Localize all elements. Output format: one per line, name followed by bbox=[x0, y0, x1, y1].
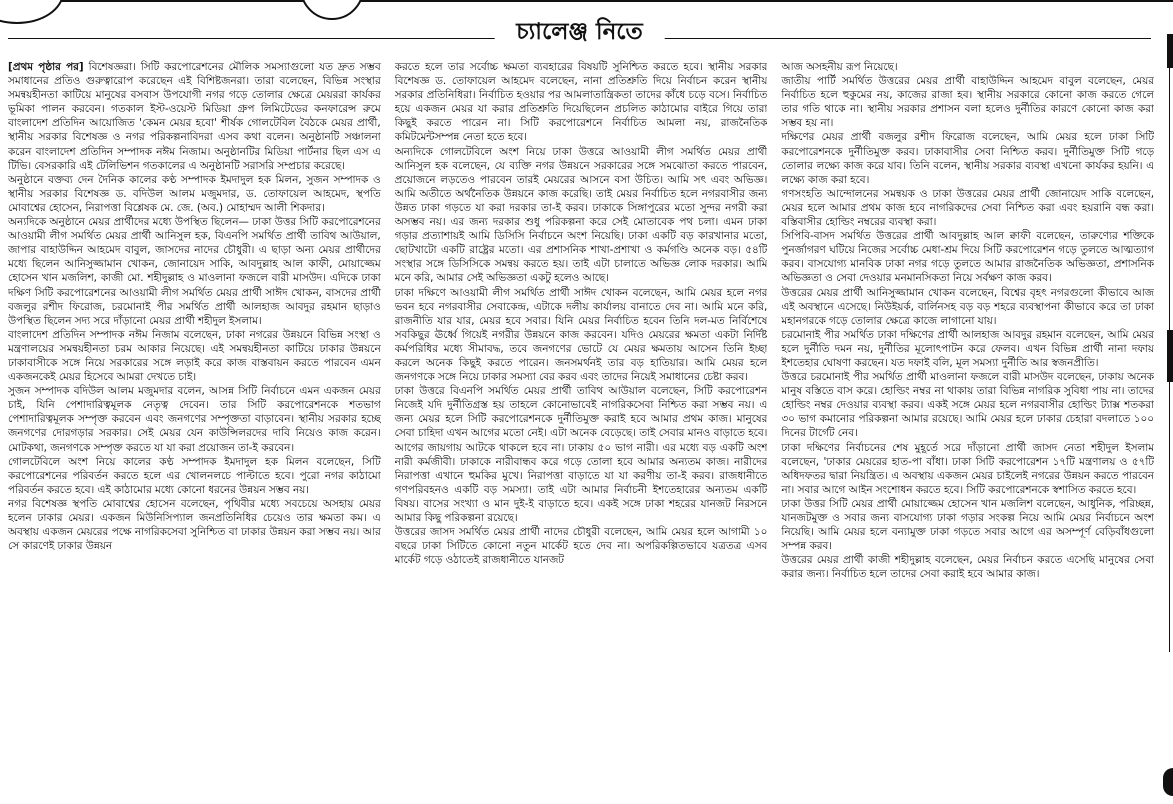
article-paragraph: গোলটেবিলে অংশ নিয়ে কালের কণ্ঠ সম্পাদক ইমদাদুল হক মিলন বলেছেন, সিটি করপোরেশনের পরিবর্তন করতে হলে এর খোলনলচে পাল্টাতে হবে। পুরো নগর কাঠামো পরিবর্তন করতে হবে। এই কাঠামোর মধ্যে কোনো ধরনের উন্নয়ন সম্ভব নয়। bbox=[8, 455, 381, 496]
article-paragraph: অন্যদিকে গোলটেবিলে অংশ নিয়ে ঢাকা উত্তরে আওয়ামী লীগ সমর্থিত মেয়র প্রার্থী আনিসুল হক বলেছেন, যে ব্যক্তি নগর উন্নয়নে সরকারের সঙ্গে সমঝোতা করতে পারবেন, প্রয়োজনে লড়তেও পারবেন তারই মেয়রের আসনে বসা উচিত। আমি সৎ এবং অভিজ্ঞ। আমি অতীতে অর্থনৈতিক উন্নয়নে কাজ করেছি। তাই মেয়র নির্বাচিত হলে নগরবাসীর জন্য উন্নত ঢাকা গড়তে যা করা দরকার তা-ই করব। ঢাকাকে সিঙ্গাপুরের মতো সুন্দর নগরী করা অসম্ভব নয়। এর জন্য দরকার শুধু পরিকল্পনা করে সেই মোতাবেক পথ চলা। এমন ঢাকা গড়ার প্রত্যাশায়ই আমি ডিসিসি নির্বাচনে অংশ নিয়েছি। ঢাকা একটি বড় কারখানার মতো, ছোটখাটো একটি রাষ্ট্রের মতো। এর প্রশাসনিক শাখা-প্রশাখা ও কর্মগণ্ডি অনেক বড়। ৫৪টি সংস্থার সঙ্গে ডিসিসিকে সমন্বয় করতে হয়। তাই এটা চালাতে অভিজ্ঞ লোক দরকার। আমি মনে করি, আমার সেই অভিজ্ঞতা একটু হলেও আছে। bbox=[394, 145, 768, 285]
section-title: চ্যালেঞ্জ নিতে bbox=[494, 14, 665, 50]
page-top-rule bbox=[0, 0, 1173, 2]
article-body bbox=[8, 60, 1154, 800]
article-paragraph: উত্তরের জাসদ সমর্থিত মেয়র প্রার্থী নাদের চৌধুরী বলেছেন, আমি মেয়র হলে আগামী ১০ বছরে ঢাকা সিটিতে কোনো নতুন মার্কেট হতে দেব না। অপরিকল্পিতভাবে যত্রতত্র এসব মার্কেট গড়ে ওঠাতেই রাজধানীতে যানজট bbox=[394, 526, 768, 567]
edge-line bbox=[1169, 68, 1170, 330]
article-paragraph: অনুষ্ঠানে বক্তব্য দেন দৈনিক কালের কণ্ঠ সম্পাদক ইমদাদুল হক মিলন, সুজন সম্পাদক ও স্থানীয় সরকার বিশেষজ্ঞ ড. বদিউল আলম মজুমদার, ড. তোফায়েল আহমেদ, স্থপতি মোবাশ্বের হোসেন, নিরাপত্তা বিশ্লেষক মে. জে. (অব.) মোহাম্মদ আলী শিকদার। bbox=[8, 173, 381, 214]
section-heading bbox=[0, 14, 1159, 50]
article-paragraph: আজ অসহনীয় রূপ নিয়েছে। bbox=[781, 61, 898, 73]
article-column-3 bbox=[781, 60, 1154, 800]
edge-ornament bbox=[1163, 768, 1173, 796]
article-paragraph: উত্তরের মেয়র প্রার্থী কাজী শহীদুল্লাহ বলেছেন, মেয়র নির্বাচন করতে এসেছি মানুষের সেবা করার জন্য। নির্বাচিত হলে তাদের সেবা করাই হবে আমার কাজ। bbox=[781, 554, 1155, 581]
article-paragraph: সিপিবি-বাসদ সমর্থিত উত্তরের প্রার্থী আবদুল্লাহ আল ক্বাফী বলেছেন, তারুণ্যের শক্তিকে পুনর্জাগরণ ঘটিয়ে নিজের সর্বোচ্চ মেধা-শ্রম দিয়ে সিটি করপোরেশন গড়ে তুলতে আত্মত্যাগ করব। বাসযোগ্য মানবিক ঢাকা নগর গড়ে তুলতে আমার রাজনৈতিক অভিজ্ঞতা, প্রশাসনিক অভিজ্ঞতা ও সেবা দেওয়ার মনমানসিকতা নিয়ে সর্বক্ষণ কাজ করব। bbox=[781, 230, 1155, 285]
article-paragraph: দক্ষিণের মেয়র প্রার্থী বজলুর রশীদ ফিরোজ বলেছেন, আমি মেয়র হলে ঢাকা সিটি করপোরেশনকে দুর্নীতিমুক্ত করব। ঢাকাবাসীর সেবা নিশ্চিত করব। দুর্নীতিমুক্ত সিটি গড়ে তোলার লক্ষ্যে কাজ করে যাব। তিনি বলেন, স্থানীয় সরকার ব্যবস্থা এখনো কার্যকর হয়নি। এ লক্ষ্যে কাজ করা হবে। bbox=[781, 131, 1155, 186]
article-column-1 bbox=[8, 60, 381, 800]
article-paragraph: সুজন সম্পাদক বদিউল আলম মজুমদার বলেন, আসন্ন সিটি নির্বাচনে এমন একজন মেয়র চাই, যিনি পেশাদারিত্বমূলক নেতৃত্ব দেবেন। তার সিটি করপোরেশনকে শতভাগ পেশাদারিত্বমূলক সম্পৃক্ত করবেন এবং জনগণের সম্পৃক্ততা বাড়াবেন। স্থানীয় সরকার হচ্ছে জনগণের দোরগড়ার সরকার। সেই মেয়র যেন কাউন্সিলরদের দাবি নিয়েও কাজ করেন। মোটকথা, জনগণকে সম্পৃক্ত করতে যা যা করা প্রয়োজন তা-ই করবেন। bbox=[8, 385, 381, 454]
edge-block bbox=[1167, 34, 1173, 68]
edge-block bbox=[1167, 330, 1173, 382]
article-column-2 bbox=[395, 60, 768, 800]
continued-from-front-page-tag: [প্রথম পৃষ্ঠার পর] bbox=[8, 61, 84, 73]
article-paragraph: ঢাকা দক্ষিণের নির্বাচনের শেষ মুহূর্তে সরে দাঁড়ানো প্রার্থী জাসদ নেতা শহীদুল ইসলাম বলেছেন, 'ঢাকার মেয়রের হাত-পা বাঁধা। ঢাকা সিটি করপোরেশন ১৭টি মন্ত্রণালয় ও ৫৭টি অধিদফতর দ্বারা নিয়ন্ত্রিত। এ অবস্থায় একজন মেয়র চাইলেই নগরের উন্নয়ন করতে পারবেন না। সবার আগে আইন সংশোধন করতে হবে। সিটি করপোরেশনকে স্বশাসিত করতে হবে। bbox=[781, 441, 1155, 496]
article-paragraph: উত্তরের মেয়র প্রার্থী আনিসুজ্জামান খোকন বলেছেন, বিশ্বের বৃহৎ নগরগুলো কীভাবে আজ এই অবস্থানে এসেছে। নিউইয়র্ক, বার্লিনসহ বড় বড় শহরে ব্যবস্থাপনা কীভাবে করে তা ঢাকা মহানগরকে গড়ে তোলার ক্ষেত্রে কাজে লাগানো যায়। bbox=[781, 286, 1155, 327]
article-paragraph: ঢাকা দক্ষিণে আওয়ামী লীগ সমর্থিত প্রার্থী সাঈদ খোকন বলেছেন, আমি মেয়র হলে নগর ভবন হবে নগরবাসীর সেবাকেন্দ্র, এটাকে দলীয় কার্যালয় বানাতে দেব না। আমি মনে করি, রাজনীতি যার যার, মেয়র হবে সবার। যিনি মেয়র নির্বাচিত হবেন তিনি দল-মত নির্বিশেষে সবকিছুর ঊর্ধ্বে গিয়েই নগরীর উন্নয়নে কাজ করবেন। যদিও মেয়রের ক্ষমতা একটা নির্দিষ্ট কর্মপরিধির মধ্যে সীমাবদ্ধ, তবে জনগণের ভোটে যে মেয়র ক্ষমতায় আসেন তিনি ইচ্ছা করলে অনেক কিছুই করতে পারেন। জনসমর্থনই তার বড় হাতিয়ার। আমি মেয়র হলে জনগণকে সঙ্গে নিয়ে ঢাকার সমস্যা বের করব এবং তাদের নিয়েই সমাধানের চেষ্টা করব। bbox=[394, 286, 768, 384]
article-paragraph: চরমোনাই পীর সমর্থিত ঢাকা দক্ষিণের প্রার্থী আলহাজ আবদুর রহমান বলেছেন, আমি মেয়র হলে দুর্নীতি দমন নয়, দুর্নীতির মূলোৎপাটন করে ফেলব। এখন বিভিন্ন প্রার্থী নানা দফায় ইশতেহার ঘোষণা করছেন। যত দফাই বলি, মূল সমস্যা দুর্নীতি আর স্বজনপ্রীতি। bbox=[781, 328, 1155, 369]
article-paragraph: নগর বিশেষজ্ঞ স্থপতি মোবাশ্বের হোসেন বলেছেন, পৃথিবীর মধ্যে সবচেয়ে অসহায় মেয়র হলেন ঢাকার মেয়র। একজন মিউনিসিপ্যাল জনপ্রতিনিধির চেয়েও তার ক্ষমতা কম। এ অবস্থায় একজন মেয়রের পক্ষে নাগরিকসেবা সুনিশ্চিত বা ঢাকার উন্নয়ন করা সম্ভব নয়। আর সে কারণেই ঢাকার উন্নয়ন bbox=[8, 497, 381, 553]
article-paragraph: গণসংহতি আন্দোলনের সমন্বয়ক ও ঢাকা উত্তরের মেয়র প্রার্থী জোনায়েদ সাকি বলেছেন, মেয়র হলে আমার প্রথম কাজ হবে নাগরিকদের সেবা নিশ্চিত করা এবং হয়রানি বন্ধ করা। বস্তিবাসীর হোল্ডিং নম্বরের ব্যবস্থা করা। bbox=[781, 187, 1155, 229]
article-paragraph: অন্যদিকে অনুষ্ঠানে মেয়র প্রার্থীদের মধ্যে উপস্থিত ছিলেন— ঢাকা উত্তর সিটি করপোরেশনের আওয়ামী লীগ সমর্থিত মেয়র প্রার্থী আনিসুল হক, বিএনপি সমর্থিত প্রার্থী তাবিথ আউয়াল, জাপার বাহাউদ্দিন আহমেদ বাবুল, জাসদের নাদের চৌধুরী। এ ছাড়া অন্য মেয়র প্রার্থীদের মধ্যে ছিলেন আনিসুজ্জামান খোকন, জোনায়েদ সাকি, আবদুল্লাহ আল কাফী, মোয়াজ্জেম হোসেন খান মজলিশ, কাজী মো. শহীদুল্লাহ ও মাওলানা ফজলে বারী মাসউদ। এদিকে ঢাকা দক্ষিণ সিটি করপোরেশনের আওয়ামী লীগ সমর্থিত মেয়র প্রার্থী সাঈদ খোকন, বাসদের প্রার্থী বজলুর রশীদ ফিরোজ, চরমোনাই পীর সমর্থিত প্রার্থী আলহাজ আবদুর রহমান ছাড়াও উপস্থিত ছিলেন সদ্য সরে দাঁড়ানো মেয়র প্রার্থী শহীদুল ইসলাম। bbox=[8, 216, 381, 327]
article-paragraph: জাতীয় পার্টি সমর্থিত উত্তরের মেয়র প্রার্থী বাহাউদ্দিন আহমেদ বাবুল বলেছেন, মেয়র নির্বাচিত হলে হুকুমের নয়, কাজের রাজা হব। স্থানীয় সরকারে কোনো কাজ করতে গেলে তার গতি থাকে না। স্থানীয় সরকার প্রশাসন বলা হলেও দুর্নীতির কারণে কোনো কাজ করা সম্ভব হয় না। bbox=[781, 75, 1155, 130]
article-paragraph: করতে হলে তার সর্বোচ্চ ক্ষমতা ব্যবহারের বিষয়টি সুনিশ্চিত করতে হবে। স্থানীয় সরকার বিশেষজ্ঞ ড. তোফায়েল আহমেদ বলেছেন, নানা প্রতিশ্রুতি দিয়ে নির্বাচন করেন স্থানীয় সরকার প্রতিনিধিরা। নির্বাচিত হওয়ার পর আমলাতান্ত্রিকতা তাদের কাঁধে চড়ে বসে। নির্বাচিত হয়ে একজন মেয়র যা করার প্রতিশ্রুতি দিয়েছিলেন প্রচলিত কাঠামোর বাইরে গিয়ে তারা কিছুই করতে পারেন না। সিটি করপোরেশনে নির্বাচিত আমলা নয়, রাজনৈতিক কমিটমেন্টসম্পন্ন নেতা হতে হবে। bbox=[394, 61, 768, 144]
article-paragraph: ঢাকা উত্তর সিটি মেয়র প্রার্থী মোয়াজ্জেম হোসেন খান মজলিশ বলেছেন, আধুনিক, পরিচ্ছন্ন, যানজটমুক্ত ও সবার জন্য বাসযোগ্য ঢাকা গড়ার সংকল্প নিয়ে আমি মেয়র নির্বাচনে অংশ নিয়েছি। আমি মেয়র হলে বন্যামুক্ত ঢাকা গড়তে সবার আগে এর অসম্পূর্ণ বেড়িবাঁধগুলো সম্পন্ন করব। bbox=[781, 497, 1155, 553]
adjacent-page-edge bbox=[1165, 0, 1173, 804]
article-paragraph: বাংলাদেশ প্রতিদিন সম্পাদক নঈম নিজাম বলেছেন, ঢাকা নগরের উন্নয়নে বিভিন্ন সংস্থা ও মন্ত্রণালয়ের সমন্বয়হীনতা চরম আকার নিয়েছে। এই সমন্বয়হীনতা কাটিয়ে ঢাকার উন্নয়নে ঢাকাবাসীকে সঙ্গে নিয়ে সরকারের সঙ্গে লড়াই করে কাজ বাস্তবায়ন করতে পারবেন এমন একজনকেই মেয়র হিসেবে আমরা দেখতে চাই। bbox=[8, 328, 381, 384]
article-paragraph: উত্তরে চরমোনাই পীর সমর্থিত প্রার্থী মাওলানা ফজলে বারী মাসউদ বলেছেন, ঢাকায় অনেক মানুষ বস্তিতে বাস করে। হোল্ডিং নম্বর না থাকায় তারা বিভিন্ন নাগরিক সুবিধা পায় না। তাদের হোল্ডিং নম্বর দেওয়ার ব্যবস্থা করব। একই সঙ্গে মেয়র হলে নগরবাসীর হোল্ডিং ট্যাক্স শতকরা ৩০ ভাগ কমানোর পরিকল্পনা আমার রয়েছে। আমি মেয়র হলে ঢাকার চেহারা বদলাতে ১০০ দিনের টার্গেট নেব। bbox=[781, 371, 1155, 440]
article-paragraph: ঢাকা উত্তরে বিএনপি সমর্থিত মেয়র প্রার্থী তাবিথ আউয়াল বলেছেন, সিটি করপোরেশন নিজেই যদি দুর্নীতিগ্রস্ত হয় তাহলে কোনোভাবেই নাগরিকসেবা নিশ্চিত করা সম্ভব নয়। এ জন্য মেয়র হলে সিটি করপোরেশনকে দুর্নীতিমুক্ত করাই হবে আমার প্রথম কাজ। মানুষের সেবা চাহিদা এখন আগের মতো নেই। এটা অনেক বেড়েছে। তাই সেবার মানও বাড়াতে হবে। আগের জায়গায় আটকে থাকলে হবে না। ঢাকায় ৫০ ভাগ নারী। এর মধ্যে বড় একটি অংশ নারী কর্মজীবী। ঢাকাকে নারীবান্ধব করে গড়ে তোলা হবে আমার অন্যতম কাজ। নারীদের নিরাপত্তা এখানে হুমকির মুখে। নিরাপত্তা বাড়াতে যা যা করণীয় তা-ই করব। রাজধানীতে গণপরিবহনও একটি বড় সমস্যা। তাই এটা আমার নির্বাচনী ইশতেহারের অন্যতম একটি বিষয়। বাসের সংখ্যা ও মান দুই-ই বাড়াতে হবে। একই সঙ্গে ঢাকা শহরের যানজট নিরসনে আমার কিছু পরিকল্পনা রয়েছে। bbox=[394, 385, 768, 524]
paragraph-text: বিশেষজ্ঞরা। সিটি করপোরেশনের মৌলিক সমস্যাগুলো যত দ্রুত সম্ভব সমাধানের প্রতিও গুরুত্বারোপ করেছেন এই বিশিষ্টজনরা। তারা বলেছেন, বিভিন্ন সংস্থার সমন্বয়হীনতা কাটিয়ে মানুষের বসবাস উপযোগী নগর গড়ে তোলার ক্ষেত্রে মেয়ররা কার্যকর ভূমিকা পালন করবেন। গতকাল ইস্ট-ওয়েস্ট মিডিয়া গ্রুপ লিমিটেডের কনফারেন্স রুমে বাংলাদেশ প্রতিদিন আয়োজিত 'কেমন মেয়র হবো' শীর্ষক গোলটেবিল বৈঠকে মেয়র প্রার্থী, স্থানীয় সরকার বিশেষজ্ঞ ও নগর পরিকল্পনাবিদরা এসব কথা বলেন। অনুষ্ঠানটি সঞ্চালনা করেন বাংলাদেশ প্রতিদিন সম্পাদক নঈম নিজাম। অনুষ্ঠানটির মিডিয়া পার্টনার ছিল এস এ টিভি। বেসরকারি এই টেলিভিশন গতকালের এ অনুষ্ঠানটি সরাসরি সম্প্রচার করেছে। bbox=[8, 61, 381, 172]
edge-line bbox=[1169, 382, 1170, 652]
article-paragraph bbox=[8, 60, 381, 173]
